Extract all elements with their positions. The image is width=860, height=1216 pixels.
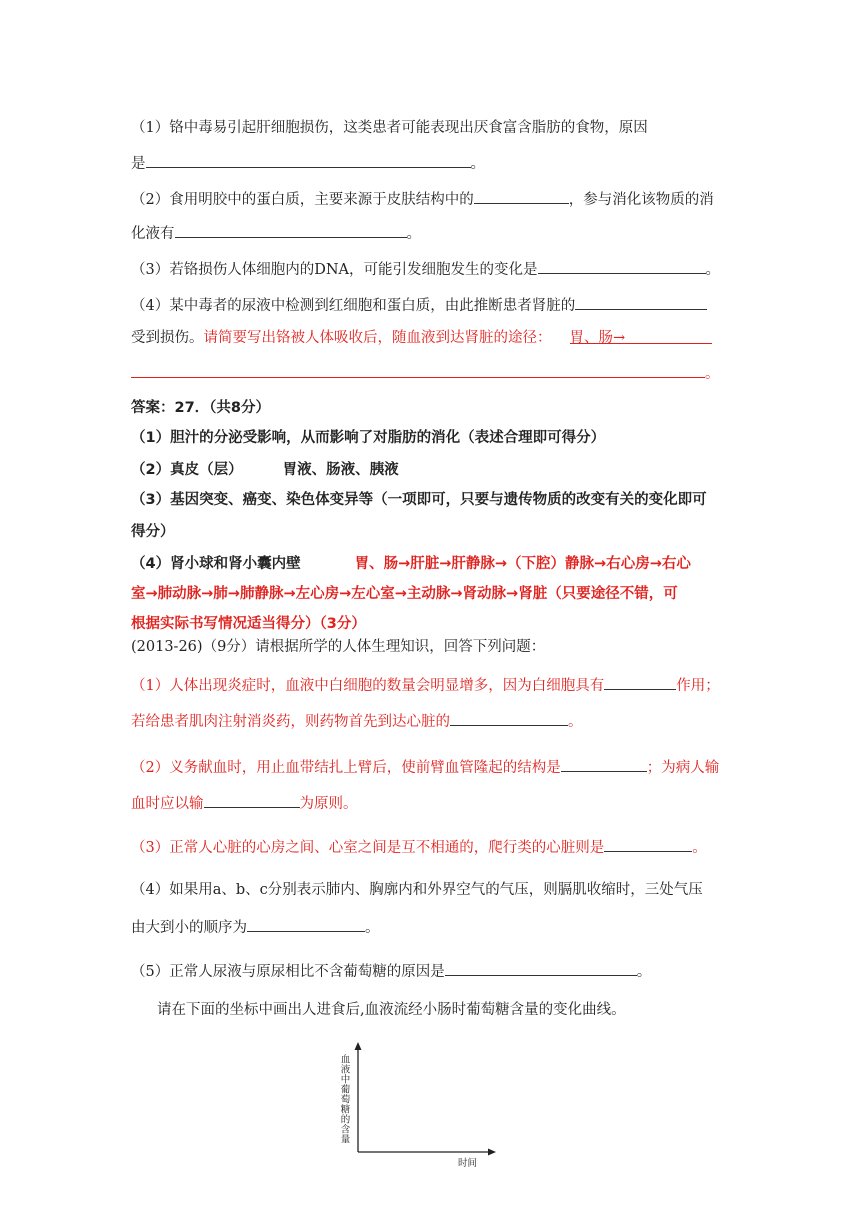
- q26-part5-line: [131, 960, 651, 982]
- q27-part4-text: （4）某中毒者的尿液中检测到红细胞和蛋白质，由此推断患者肾脏的: [131, 298, 576, 314]
- q27-part4-red-prompt: 请简要写出铬被人体吸收后，随血液到达肾脏的途径：: [203, 330, 552, 346]
- y-axis-arrow-icon: [355, 1042, 362, 1050]
- answer27-a2-value: 胃液、肠液、胰液: [282, 462, 399, 478]
- blank-coordinate-graph[interactable]: [330, 1040, 500, 1170]
- answer27-title: [131, 398, 270, 418]
- q26-part3-line: [131, 836, 707, 858]
- answer27-a2-label: （2）真皮（层）: [131, 462, 243, 478]
- q27-part4-line1: [131, 294, 707, 316]
- q27-part4-line2: [131, 328, 712, 348]
- q26-part2-line2: [131, 792, 358, 814]
- answer-fill-red: 胃、肠→: [569, 330, 626, 346]
- q26-part1-text-end: 作用；: [676, 678, 720, 694]
- answer27-a4-label: （4）肾小球和肾小囊内壁: [131, 556, 301, 572]
- q26-part4-line1: [131, 880, 703, 900]
- answer27-a2: [131, 460, 399, 480]
- answer27-title-text: 答案：27．（共8分）: [131, 400, 271, 416]
- q27-part3-line: [131, 258, 720, 280]
- q26-part2-text-end: ；为病人输: [646, 760, 720, 776]
- q26-header-text: (2013-26)（9分）请根据所学的人体生理知识，回答下列问题：: [131, 639, 546, 655]
- answer27-a4-path3: 根据实际书写情况适当得分）（3分）: [131, 616, 366, 632]
- answer27-a1: [131, 428, 605, 448]
- punct: 。: [568, 714, 583, 730]
- answer27-a1-text: （1）胆汁的分泌受影响，从而影响了对脂肪的消化（表述合理即可得分）: [131, 430, 606, 446]
- q27-part2-text-end: ，参与消化该物质的消: [568, 192, 714, 208]
- answer27-a4-path2: 室→肺动脉→肺→肺静脉→左心房→左心室→主动脉→肾动脉→肾脏（只要途径不错，可: [131, 586, 678, 602]
- q26-part1-text2: 若给患者肌肉注射消炎药，则药物首先到达心脏的: [131, 714, 450, 730]
- answer-blank[interactable]: [561, 756, 647, 772]
- q26-instruction-text: 请在下面的坐标中画出人进食后,血液流经小肠时葡萄糖含量的变化曲线。: [157, 1002, 626, 1018]
- q27-part1-line1: [131, 118, 648, 138]
- answer-blank[interactable]: [204, 792, 300, 808]
- q27-part4-line3: [131, 362, 720, 384]
- q26-instruction: [157, 1000, 626, 1020]
- punct: 。: [636, 964, 652, 980]
- q27-part4-text2: 受到损伤。: [131, 330, 204, 346]
- answer-blank[interactable]: [247, 916, 365, 932]
- q26-part2-text2-end: 为原则。: [299, 796, 358, 812]
- y-axis-label: 血液中葡萄糖的含量: [338, 1054, 350, 1144]
- answer-blank[interactable]: [445, 960, 637, 976]
- q27-part3-text: （3）若铬损伤人体细胞内的DNA，可能引发细胞发生的变化是: [131, 262, 538, 278]
- punct: 。: [365, 920, 380, 936]
- punct: 。: [705, 262, 721, 278]
- punct: 。: [692, 840, 707, 856]
- answer27-a4-line3: [131, 614, 366, 634]
- q26-part3-text: （3）正常人心脏的心房之间、心室之间是互不相通的，爬行类的心脏则是: [131, 840, 605, 856]
- q27-part1-text: （1）铬中毒易引起肝细胞损伤，这类患者可能表现出厌食富含脂肪的食物，原因: [131, 120, 648, 136]
- q27-part2-text2: 化液有: [131, 226, 175, 242]
- q26-part1-line2: [131, 710, 583, 732]
- answer-blank-red[interactable]: [131, 362, 705, 378]
- answer27-a3-line2: [131, 522, 175, 542]
- punct: 。: [470, 156, 485, 172]
- q26-header: [131, 637, 545, 657]
- q27-part1-line2: [131, 152, 485, 174]
- punct: 。: [705, 366, 720, 382]
- x-axis-arrow-icon: [488, 1149, 496, 1156]
- answer27-a3-line1: [131, 490, 707, 510]
- answer27-a3-text2: 得分）: [131, 524, 175, 540]
- answer-blank[interactable]: [474, 188, 569, 204]
- q27-part2-line2: [131, 222, 421, 244]
- q26-part2-text: （2）义务献血时，用止血带结扎上臂后，使前臂血管隆起的结构是: [131, 760, 561, 776]
- answer-blank[interactable]: [575, 294, 707, 310]
- q26-part4-text: （4）如果用a、b、c分别表示肺内、胸廓内和外界空气的气压，则膈肌收缩时，三处气压: [131, 882, 703, 898]
- x-axis: [358, 1149, 496, 1156]
- q26-part2-text2: 血时应以输: [131, 796, 204, 812]
- y-axis: [355, 1042, 362, 1152]
- q26-part5-text: （5）正常人尿液与原尿相比不含葡萄糖的原因是: [131, 964, 445, 980]
- q26-part4-line2: [131, 916, 380, 938]
- answer-blank[interactable]: [450, 710, 568, 726]
- answer27-a3-text: （3）基因突变、癌变、染色体变异等（一项即可，只要与遗传物质的改变有关的变化即可: [131, 492, 707, 508]
- answer-blank-red[interactable]: [570, 328, 712, 344]
- answer-blank[interactable]: [604, 674, 676, 690]
- q26-part2-line1: [131, 756, 719, 778]
- answer27-a4-line2: [131, 584, 678, 604]
- x-axis-label: 时间: [458, 1158, 478, 1169]
- answer-blank[interactable]: [538, 258, 706, 274]
- answer27-a4-line1: [131, 554, 691, 574]
- q27-part2-text: （2）食用明胶中的蛋白质，主要来源于皮肤结构中的: [131, 192, 474, 208]
- answer-blank[interactable]: [604, 836, 692, 852]
- punct: 。: [406, 226, 421, 242]
- answer27-a4-path: 胃、肠→肝脏→肝静脉→（下腔）静脉→右心房→右心: [354, 556, 691, 572]
- q26-part1-text: （1）人体出现炎症时，血液中白细胞的数量会明显增多，因为白细胞具有: [131, 678, 605, 694]
- answer-blank[interactable]: [175, 222, 407, 238]
- q27-part2-line1: [131, 188, 714, 210]
- q26-part4-text2: 由大到小的顺序为: [131, 920, 247, 936]
- answer-blank[interactable]: [146, 152, 471, 168]
- q26-part1-line1: [131, 674, 720, 696]
- q27-part1-text2: 是: [131, 156, 146, 172]
